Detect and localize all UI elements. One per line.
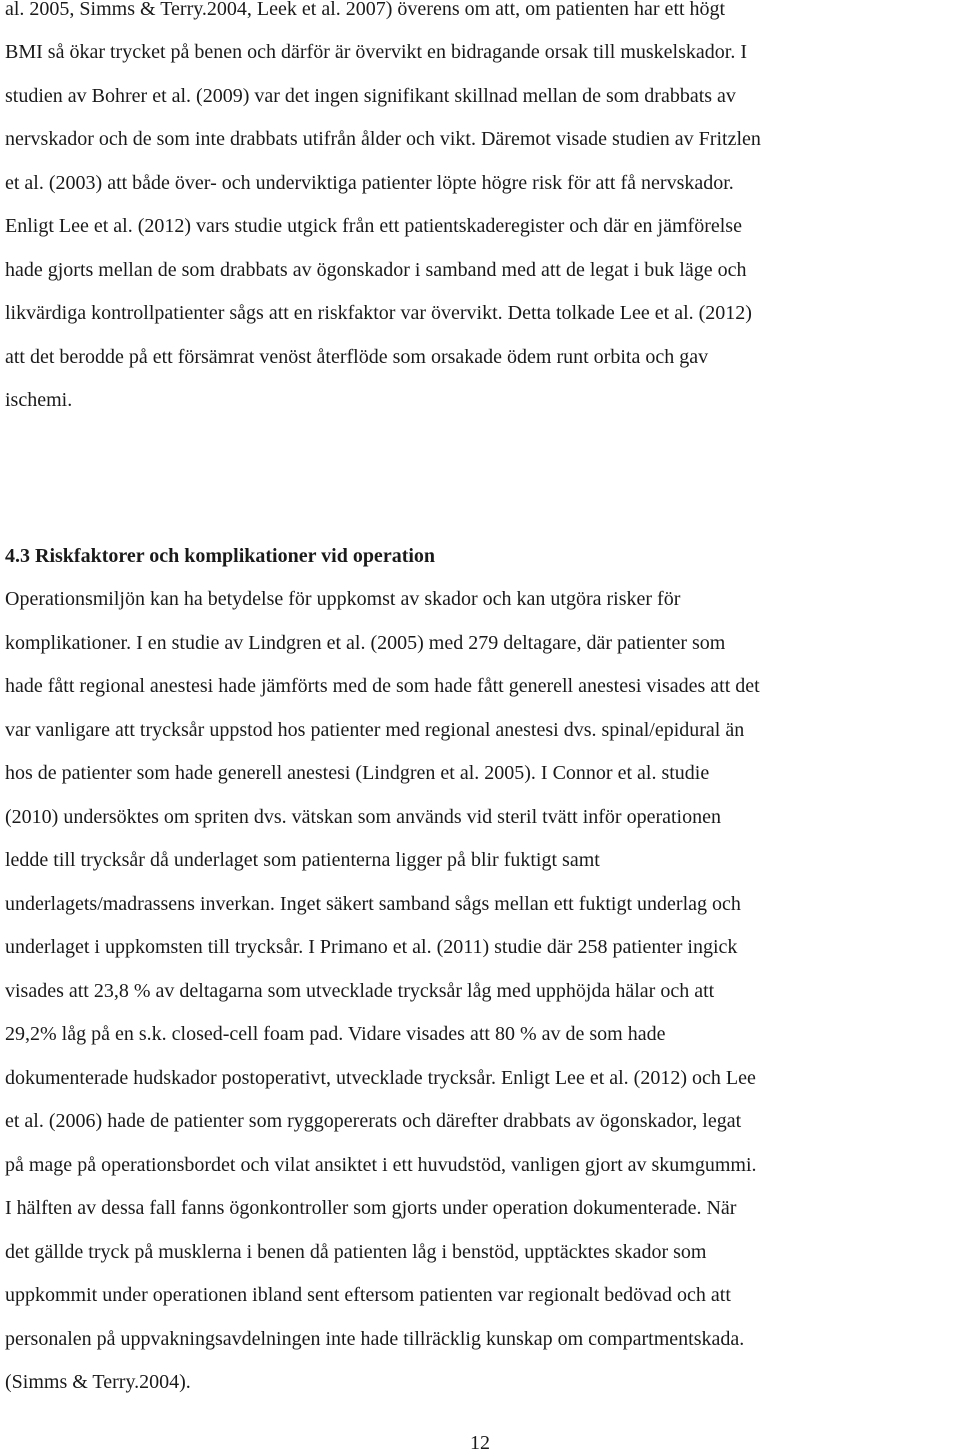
text-line: personalen på uppvakningsavdelningen inte hade tillräcklig kunskap om compartmentskada. <box>5 1328 745 1350</box>
text-line: hade gjorts mellan de som drabbats av ögonskador i samband med att de legat i buk läge och <box>5 259 747 281</box>
text-line: I hälften av dessa fall fanns ögonkontroller som gjorts under operation dokumenterade. När <box>5 1197 737 1219</box>
text-line: komplikationer. I en studie av Lindgren et al. (2005) med 279 deltagare, där patienter som <box>5 632 726 654</box>
section-heading: 4.3 Riskfaktorer och komplikationer vid operation <box>5 545 436 567</box>
text-line: Enligt Lee et al. (2012) vars studie utgick från ett patientskaderegister och där en jämförelse <box>5 215 742 237</box>
text-line: uppkommit under operationen ibland sent eftersom patienten var regionalt bedövad och att <box>5 1284 731 1306</box>
text-line: på mage på operationsbordet och vilat ansiktet i ett huvudstöd, vanligen gjort av skumgummi. <box>5 1154 757 1176</box>
text-line: (2010) undersöktes om spriten dvs. vätskan som används vid steril tvätt inför operationen <box>5 806 721 828</box>
text-line: underlaget i uppkomsten till trycksår. I Primano et al. (2011) studie där 258 patienter ingick <box>5 936 738 958</box>
text-line: al. 2005, Simms & Terry.2004, Leek et al. 2007) överens om att, om patienten har ett högt <box>5 0 726 20</box>
page-number: 12 <box>470 1432 490 1454</box>
text-line: studien av Bohrer et al. (2009) var det ingen signifikant skillnad mellan de som drabbats av <box>5 85 736 107</box>
text-line: ischemi. <box>5 389 73 411</box>
text-line: var vanligare att trycksår uppstod hos patienter med regional anestesi dvs. spinal/epidural än <box>5 719 745 741</box>
text-line: ledde till trycksår då underlaget som patienterna ligger på blir fuktigt samt <box>5 849 600 871</box>
text-line: att det berodde på ett försämrat venöst återflöde som orsakade ödem runt orbita och gav <box>5 346 709 368</box>
text-line: Operationsmiljön kan ha betydelse för uppkomst av skador och kan utgöra risker för <box>5 588 681 610</box>
text-line: BMI så ökar trycket på benen och därför är övervikt en bidragande orsak till muskelskador. I <box>5 41 747 63</box>
text-line: visades att 23,8 % av deltagarna som utvecklade trycksår låg med upphöjda hälar och att <box>5 980 715 1002</box>
text-line: et al. (2006) hade de patienter som ryggopererats och därefter drabbats av ögonskador, legat <box>5 1110 742 1132</box>
text-line: dokumenterade hudskador postoperativt, utvecklade trycksår. Enligt Lee et al. (2012) och Lee <box>5 1067 756 1089</box>
text-line: hade fått regional anestesi hade jämförts med de som hade fått generell anestesi visades att det <box>5 675 760 697</box>
text-line: et al. (2003) att både över- och underviktiga patienter löpte högre risk för att få nervskador. <box>5 172 734 194</box>
text-line: underlagets/madrassens inverkan. Inget säkert samband sågs mellan ett fuktigt underlag och <box>5 893 741 915</box>
text-line: likvärdiga kontrollpatienter sågs att en riskfaktor var övervikt. Detta tolkade Lee et al. (2012) <box>5 302 752 324</box>
text-line: det gällde tryck på musklerna i benen då patienten låg i benstöd, upptäcktes skador som <box>5 1241 707 1263</box>
text-line: (Simms & Terry.2004). <box>5 1371 191 1393</box>
text-line: nervskador och de som inte drabbats utifrån ålder och vikt. Däremot visade studien av Fritzlen <box>5 128 761 150</box>
text-line: hos de patienter som hade generell anestesi (Lindgren et al. 2005). I Connor et al. studie <box>5 762 710 784</box>
text-line: 29,2% låg på en s.k. closed-cell foam pad. Vidare visades att 80 % av de som hade <box>5 1023 666 1045</box>
